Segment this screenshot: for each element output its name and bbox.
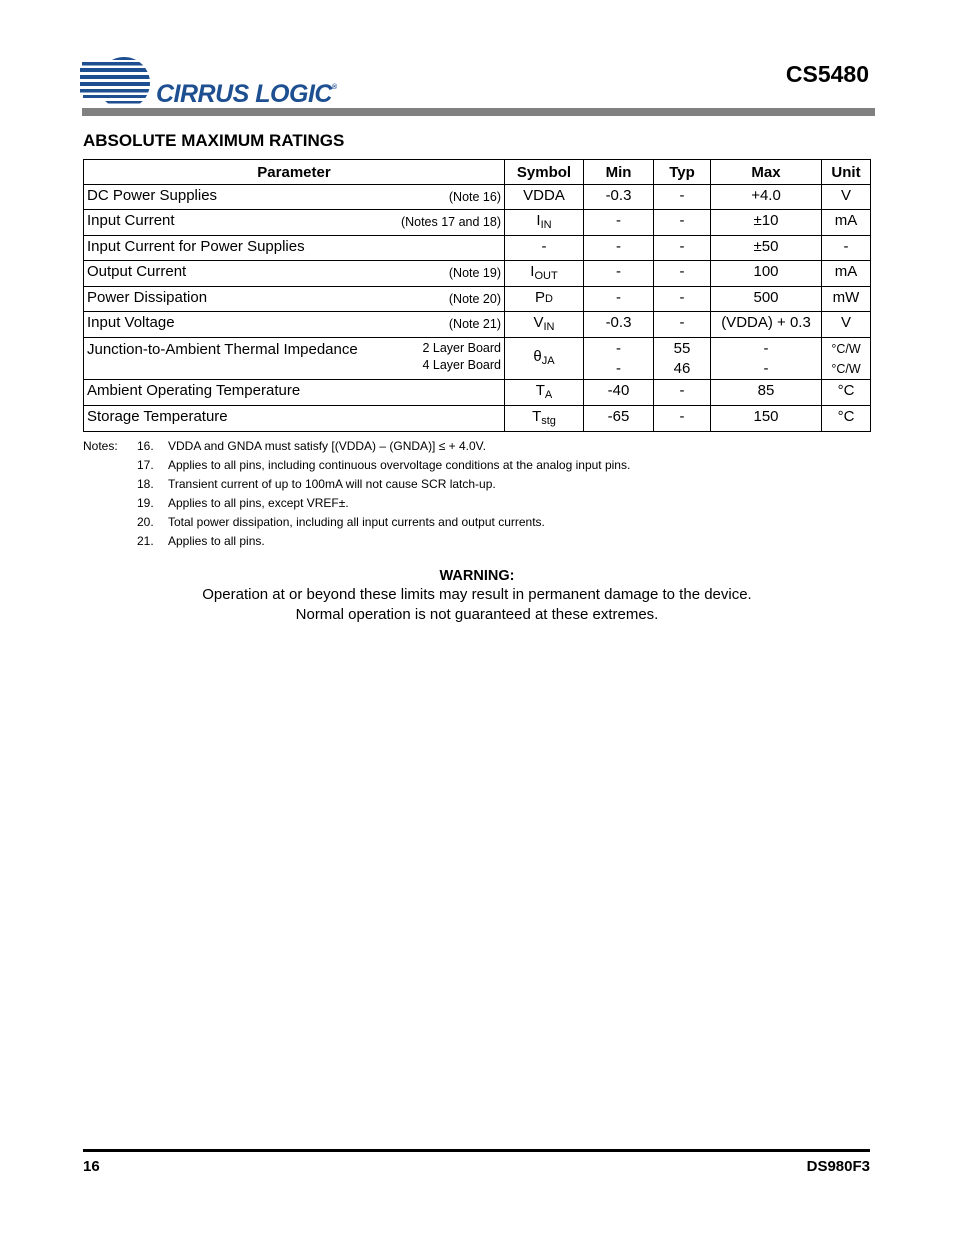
cell-max: +4.0 bbox=[711, 185, 822, 210]
header-typ: Typ bbox=[654, 160, 711, 185]
cell-parameter: Storage Temperature bbox=[84, 406, 505, 432]
cell-typ: - bbox=[654, 210, 711, 236]
table-row bbox=[84, 312, 871, 338]
table-row bbox=[84, 185, 871, 210]
cell-typ: - bbox=[654, 185, 711, 210]
part-number: CS5480 bbox=[785, 61, 869, 87]
table-header-row bbox=[84, 160, 871, 185]
board-types: 2 Layer Board 4 Layer Board bbox=[422, 341, 501, 372]
table-row bbox=[84, 236, 871, 261]
cell-symbol: $I_{IN}$ bbox=[505, 210, 584, 236]
cell-unit: mW bbox=[822, 287, 871, 312]
cell-symbol: $T_A$ bbox=[505, 380, 584, 406]
cell-typ: - bbox=[654, 261, 711, 287]
warning-line-1: Operation at or beyond these limits may result in permanent damage to the device. bbox=[202, 586, 752, 603]
cell-max: ±10 bbox=[711, 210, 822, 236]
cell-typ: - bbox=[654, 236, 711, 261]
cell-min: - - bbox=[584, 338, 654, 380]
note-ref: (Note 20) bbox=[448, 292, 501, 306]
table-row-thermal bbox=[84, 338, 871, 380]
page-number: 16 bbox=[83, 1158, 100, 1175]
cell-parameter: Junction-to-Ambient Thermal Impedance 2 Layer Board 4 Layer Board bbox=[84, 338, 505, 380]
cell-unit: mA bbox=[822, 210, 871, 236]
warning-title: WARNING: bbox=[439, 568, 515, 584]
header-parameter: Parameter bbox=[84, 160, 505, 185]
cell-typ: 55 46 bbox=[654, 338, 711, 380]
cell-symbol: - bbox=[505, 236, 584, 261]
table-row bbox=[84, 210, 871, 236]
cell-max: - - bbox=[711, 338, 822, 380]
cell-unit: - bbox=[822, 236, 871, 261]
cell-unit: °C bbox=[822, 380, 871, 406]
cell-min: -0.3 bbox=[584, 312, 654, 338]
list-item: 19. Applies to all pins, except VREF±. bbox=[137, 496, 349, 510]
cell-symbol: $T_{stg}$ bbox=[505, 406, 584, 432]
note-ref: (Note 19) bbox=[448, 266, 501, 280]
cell-typ: - bbox=[654, 312, 711, 338]
list-item: 21. Applies to all pins. bbox=[137, 534, 265, 548]
cell-min: -0.3 bbox=[584, 185, 654, 210]
table-row bbox=[84, 287, 871, 312]
notes-label: Notes: bbox=[83, 439, 118, 453]
document-id: DS980F3 bbox=[806, 1158, 870, 1175]
cell-symbol: VDDA bbox=[505, 185, 584, 210]
cell-parameter: DC Power Supplies (Note 16) bbox=[84, 185, 505, 210]
cell-min: - bbox=[584, 210, 654, 236]
cell-parameter: Power Dissipation (Note 20) bbox=[84, 287, 505, 312]
warning-block bbox=[0, 567, 954, 625]
logo-text: CIRRUS LOGIC® bbox=[156, 80, 337, 108]
list-item: 20. Total power dissipation, including all input currents and output currents. bbox=[137, 515, 545, 529]
section-title: ABSOLUTE MAXIMUM RATINGS bbox=[83, 131, 345, 150]
header-symbol: Symbol bbox=[505, 160, 584, 185]
header-max: Max bbox=[711, 160, 822, 185]
header-min: Min bbox=[584, 160, 654, 185]
header-unit: Unit bbox=[822, 160, 871, 185]
header-divider bbox=[82, 108, 875, 116]
cell-min: -65 bbox=[584, 406, 654, 432]
cell-unit: mA bbox=[822, 261, 871, 287]
cell-typ: - bbox=[654, 380, 711, 406]
absolute-maximum-ratings-table bbox=[83, 159, 871, 432]
table-row bbox=[84, 261, 871, 287]
cell-parameter: Input Current for Power Supplies bbox=[84, 236, 505, 261]
notes-section bbox=[83, 438, 630, 552]
cell-max: 100 bbox=[711, 261, 822, 287]
cell-max: 150 bbox=[711, 406, 822, 432]
list-item: Notes: 16. VDDA and GNDA must satisfy [(VDDA) – (GNDA)] ≤ + 4.0V. bbox=[83, 438, 630, 457]
cell-parameter: Ambient Operating Temperature bbox=[84, 380, 505, 406]
note-ref: (Note 21) bbox=[448, 317, 501, 331]
cell-parameter: Input Current (Notes 17 and 18) bbox=[84, 210, 505, 236]
cell-min: -40 bbox=[584, 380, 654, 406]
cell-symbol: PD bbox=[505, 287, 584, 312]
list-item: 18. Transient current of up to 100mA will not cause SCR latch-up. bbox=[137, 477, 496, 491]
cell-symbol: $\theta_{JA}$ bbox=[505, 338, 584, 380]
note-ref: (Note 16) bbox=[448, 190, 501, 204]
footer-divider bbox=[83, 1149, 870, 1152]
warning-line-2: Normal operation is not guaranteed at these extremes. bbox=[295, 606, 659, 623]
cell-max: 85 bbox=[711, 380, 822, 406]
cell-max: (VDDA) + 0.3 bbox=[711, 312, 822, 338]
cell-max: 500 bbox=[711, 287, 822, 312]
cell-parameter: Input Voltage (Note 21) bbox=[84, 312, 505, 338]
cell-typ: - bbox=[654, 287, 711, 312]
cell-unit: V bbox=[822, 312, 871, 338]
cell-max: ±50 bbox=[711, 236, 822, 261]
cell-symbol: $I_{OUT}$ bbox=[505, 261, 584, 287]
cell-unit: °C/W °C/W bbox=[822, 338, 871, 380]
cell-min: - bbox=[584, 287, 654, 312]
cell-parameter: Output Current (Note 19) bbox=[84, 261, 505, 287]
table-row bbox=[84, 406, 871, 432]
cell-unit: °C bbox=[822, 406, 871, 432]
cell-unit: V bbox=[822, 185, 871, 210]
cell-symbol: $V_{IN}$ bbox=[505, 312, 584, 338]
cell-min: - bbox=[584, 236, 654, 261]
note-ref: (Notes 17 and 18) bbox=[400, 215, 501, 229]
cell-typ: - bbox=[654, 406, 711, 432]
list-item: 17. Applies to all pins, including continuous overvoltage conditions at the analog input pins. bbox=[137, 458, 631, 472]
table-row bbox=[84, 380, 871, 406]
cell-min: - bbox=[584, 261, 654, 287]
